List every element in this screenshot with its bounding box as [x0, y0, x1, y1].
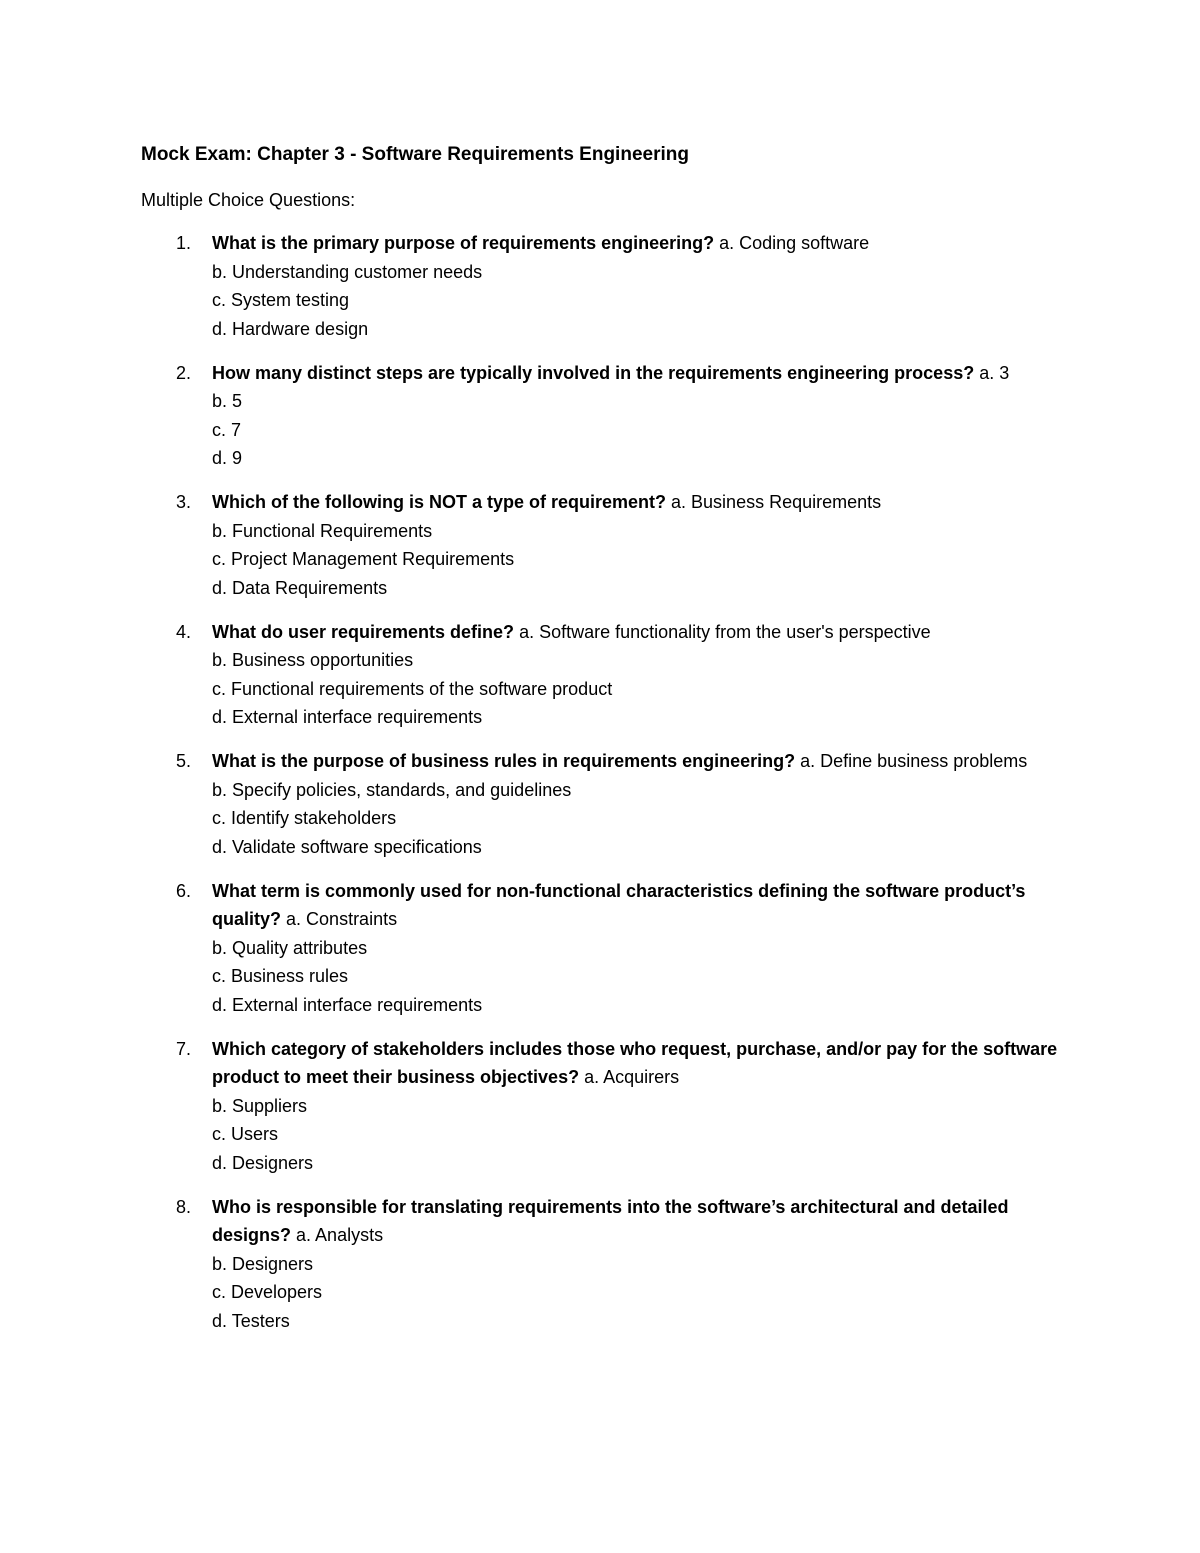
question-line	[212, 1193, 1062, 1250]
option-c: c. System testing	[212, 290, 350, 310]
question-text: Which of the following is NOT a type of requirement?	[212, 492, 667, 512]
question-line	[212, 488, 1062, 517]
option-c: c. Business rules	[212, 966, 349, 986]
option-d: d. External interface requirements	[212, 707, 483, 727]
option-b: b. Understanding customer needs	[212, 261, 483, 282]
option-d: d. Validate software specifications	[212, 836, 482, 857]
question-item	[0, 488, 1200, 602]
question-line	[212, 747, 1062, 776]
question-item	[0, 1193, 1200, 1336]
question-line	[212, 877, 1062, 934]
question-text: What do user requirements define?	[212, 621, 515, 642]
question-text: What term is commonly used for non-functional characteristics defining the software product’s quality?	[212, 880, 1026, 929]
option-c: c. Developers	[212, 1282, 323, 1302]
option-a: a. Analysts	[296, 1225, 384, 1245]
option-b: b. Specify policies, standards, and guidelines	[212, 779, 572, 800]
question-item	[0, 618, 1200, 732]
question-item	[0, 877, 1200, 1020]
question-number: 4.	[176, 621, 192, 642]
option-d: d. External interface requirements	[212, 994, 483, 1015]
question-line	[212, 359, 1062, 388]
option-b: b. Suppliers	[212, 1095, 308, 1116]
question-number: 6.	[176, 880, 192, 901]
question-number: 7.	[176, 1038, 192, 1059]
option-a: a. Business Requirements	[671, 492, 882, 512]
question-line	[212, 1035, 1062, 1092]
question-item	[0, 229, 1200, 343]
question-item	[0, 1035, 1200, 1178]
question-number: 2.	[176, 362, 192, 383]
option-c: c. Project Management Requirements	[212, 549, 515, 569]
question-number: 5.	[176, 751, 192, 771]
option-b: b. 5	[212, 391, 243, 411]
option-d: d. Testers	[212, 1310, 290, 1331]
question-text: Which category of stakeholders includes those who request, purchase, and/or pay for the software product to meet their business objectives?	[212, 1038, 1058, 1087]
question-text: What is the purpose of business rules in requirements engineering?	[212, 751, 796, 771]
option-d: d. Data Requirements	[212, 577, 388, 598]
option-b: b. Designers	[212, 1253, 314, 1274]
question-number: 8.	[176, 1196, 192, 1217]
question-item	[0, 747, 1200, 861]
question-text: What is the primary purpose of requirements engineering?	[212, 233, 715, 253]
option-b: b. Business opportunities	[212, 650, 414, 670]
option-c: c. Users	[212, 1124, 279, 1144]
option-d: d. 9	[212, 448, 243, 468]
question-number: 3.	[176, 492, 192, 512]
option-a: a. Acquirers	[584, 1067, 680, 1087]
option-c: c. Identify stakeholders	[212, 808, 397, 828]
option-d: d. Hardware design	[212, 318, 369, 339]
option-b: b. Quality attributes	[212, 937, 368, 958]
question-line	[212, 229, 1062, 258]
question-number: 1.	[176, 233, 192, 253]
option-d: d. Designers	[212, 1152, 314, 1173]
question-item	[0, 359, 1200, 473]
option-b: b. Functional Requirements	[212, 520, 433, 541]
question-line	[212, 618, 1062, 647]
section-heading: Multiple Choice Questions:	[141, 190, 356, 210]
option-c: c. Functional requirements of the software product	[212, 678, 613, 699]
question-text: Who is responsible for translating requirements into the software’s architectural and detailed designs?	[212, 1196, 1009, 1245]
question-text: How many distinct steps are typically involved in the requirements engineering process?	[212, 362, 975, 383]
option-a: a. Define business problems	[800, 751, 1028, 771]
question-list	[0, 229, 1200, 1351]
option-a: a. 3	[979, 362, 1010, 383]
option-a: a. Software functionality from the user's perspective	[519, 621, 931, 642]
option-a: a. Constraints	[286, 909, 398, 929]
option-a: a. Coding software	[719, 233, 870, 253]
page-title: Mock Exam: Chapter 3 - Software Requirements Engineering	[141, 144, 689, 165]
option-c: c. 7	[212, 419, 242, 440]
